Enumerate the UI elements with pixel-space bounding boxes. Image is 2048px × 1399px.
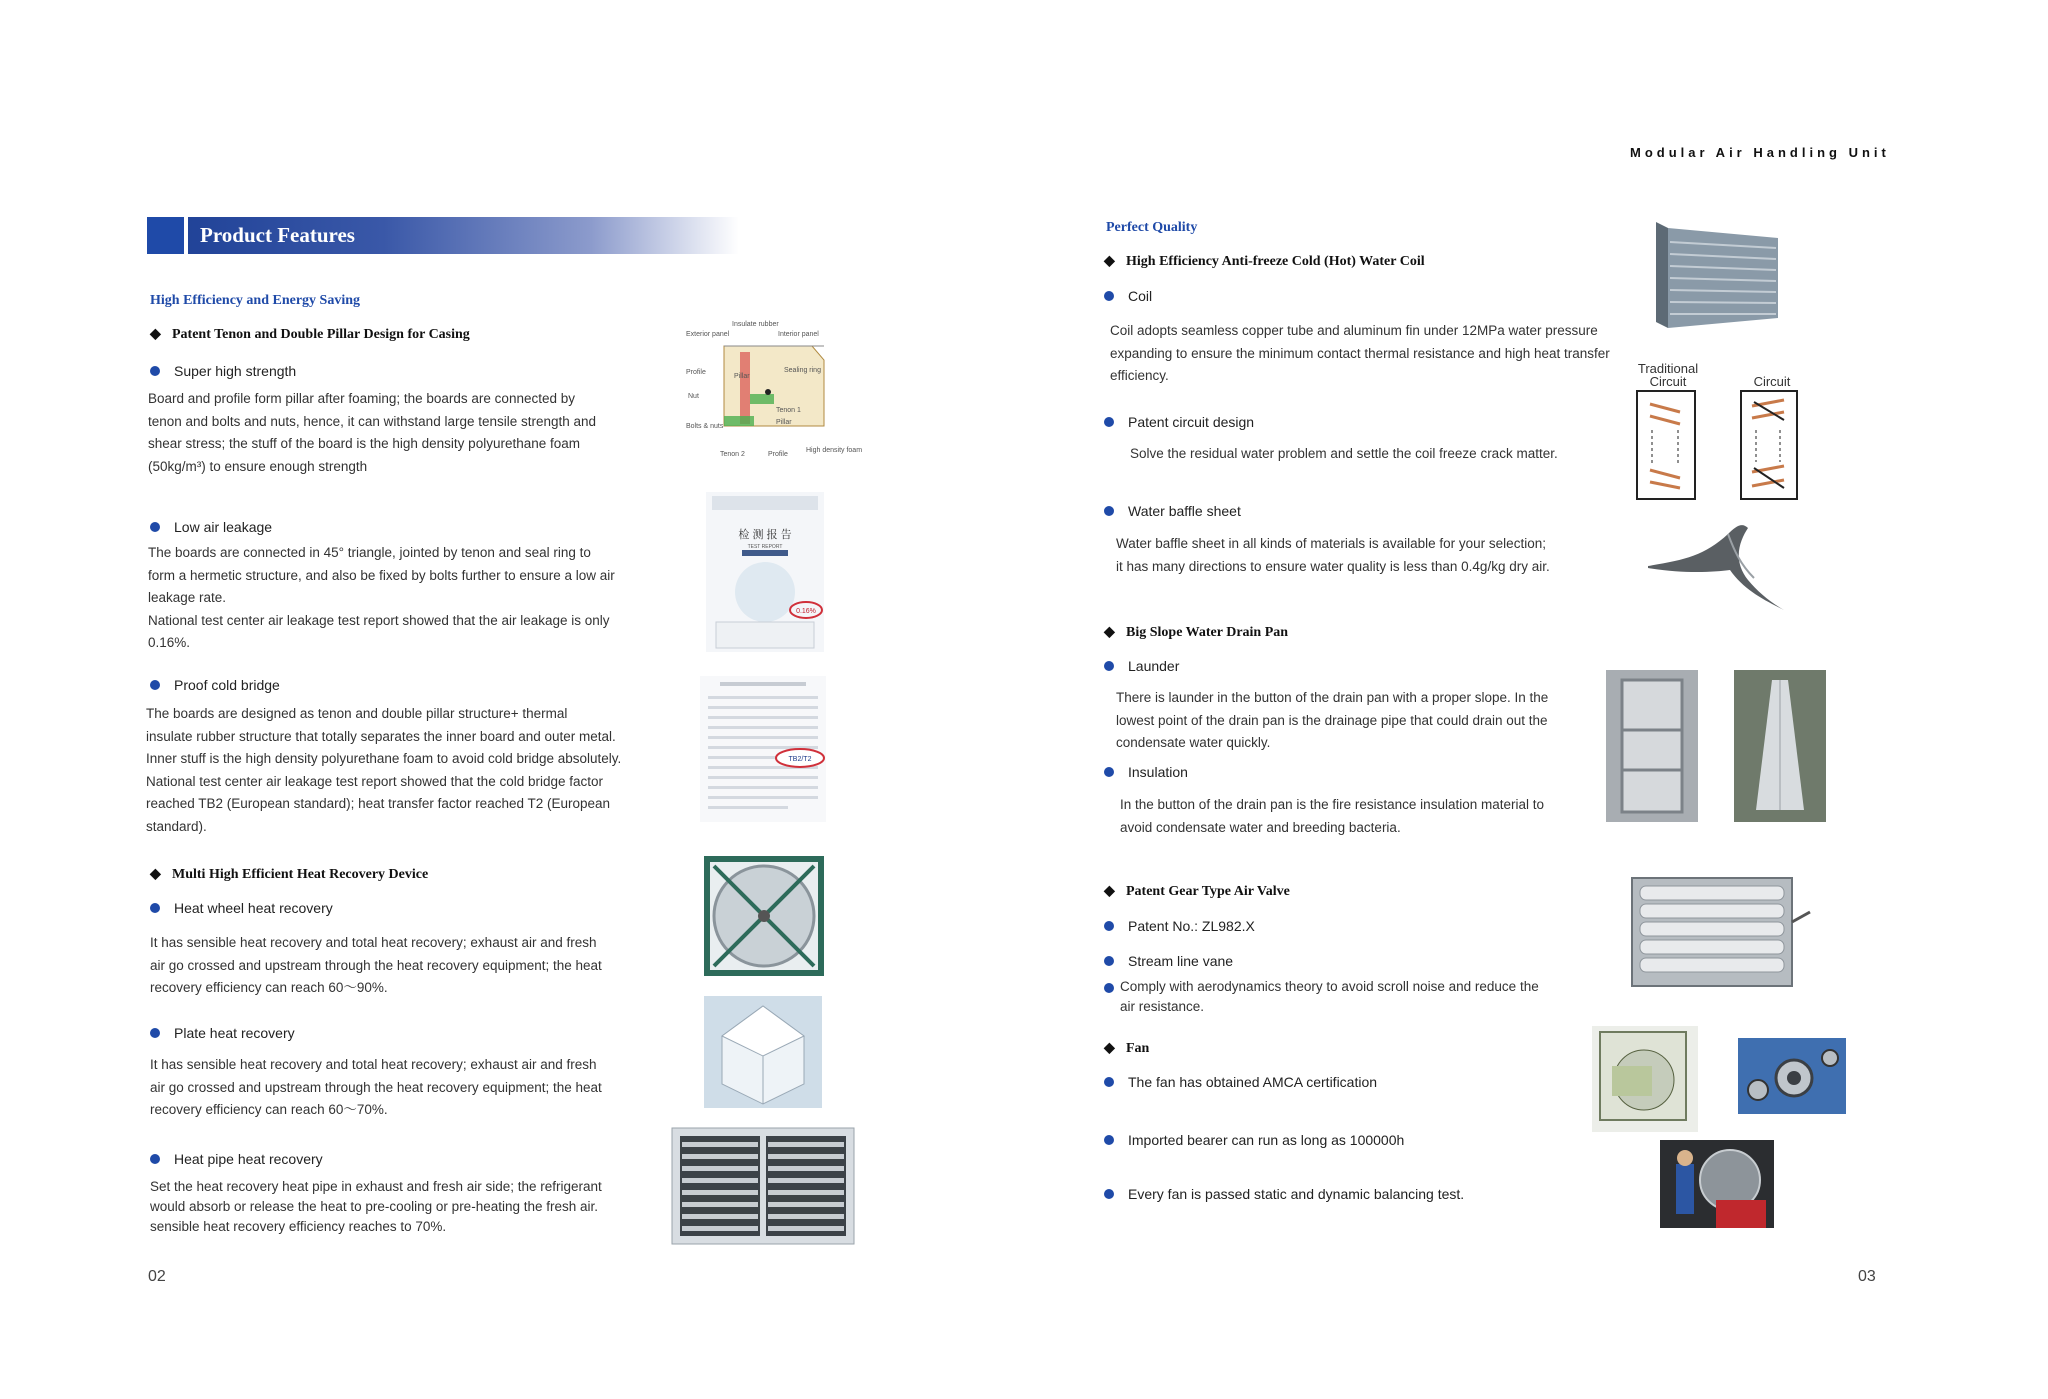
fan-unit-image (1592, 1026, 1698, 1132)
drain-pan-frame-image (1606, 670, 1698, 822)
diamond-icon: ◆ (1104, 254, 1115, 269)
product-features-banner (147, 217, 739, 254)
wheel-text: It has sensible heat recovery and total heat recovery; exhaust air and fresh air go crossed and upstream through the heat recovery equipment; the heat recovery efficiency can reach 60～90%. (150, 935, 602, 995)
heat-wheel-image (704, 856, 824, 976)
diamond-icon: ◆ (1104, 884, 1115, 899)
report-subtitle: TEST REPORT (747, 544, 783, 550)
section-title-energy: High Efficiency and Energy Saving (150, 293, 361, 308)
strength-text: Board and profile form pillar after foaming; the boards are connected by tenon and bolts and nuts, hence, it can withstand large tensile strength and shear stress; the stuff of the board is the high density polyurethane foam (50kg/m³) to ensure enough strength (148, 391, 597, 474)
running-title: Modular Air Handling Unit (1630, 145, 1890, 160)
bullet-launder: Launder (1104, 658, 1179, 674)
bullet-wheel: Heat wheel heat recovery (150, 900, 333, 916)
bullet-dot (1104, 1135, 1114, 1145)
page-number-right: 03 (1858, 1268, 1876, 1285)
bullet-dot (1104, 291, 1114, 301)
water-coil-image (1648, 218, 1788, 330)
circuit-label: Circuit (1753, 374, 1791, 389)
fan-balancing-image (1660, 1140, 1774, 1228)
bullet-circuit: Patent circuit design (1104, 414, 1254, 430)
air-leakage-test-report-image (706, 492, 824, 652)
bullet-baffle: Water baffle sheet (1104, 503, 1241, 519)
diagram-label: Insulate rubber (732, 321, 779, 328)
bullet-coil: Coil (1104, 288, 1152, 304)
bullet-leakage: Low air leakage (150, 519, 272, 535)
diagram-label: Profile (686, 369, 706, 376)
bullet-strength: Super high strength (150, 363, 296, 379)
bullet-dot (1104, 417, 1114, 427)
launder-text: There is launder in the button of the drain pan with a proper slope. In the lowest point of the drain pan is the drainage pipe that could drain out the condensate water quickly. (1116, 690, 1549, 750)
diagram-label: Tenon 1 (776, 407, 801, 414)
diagram-label: Profile (768, 451, 788, 458)
bullet-dot (1104, 767, 1114, 777)
bearing-image (1738, 1038, 1846, 1114)
coil-heading: ◆ High Efficiency Anti-freeze Cold (Hot) Water Coil (1104, 254, 1425, 269)
bullet-insulation: Insulation (1104, 764, 1188, 780)
bullet-balance: Every fan is passed static and dynamic balancing test. (1104, 1186, 1464, 1202)
diagram-label: Pillar (776, 419, 792, 426)
diamond-icon: ◆ (1104, 1041, 1115, 1056)
bullet-dot (150, 366, 160, 376)
plate-exchanger-image (704, 996, 822, 1108)
bullet-dot (1104, 956, 1114, 966)
pipe-text: Set the heat recovery heat pipe in exhaust and fresh air side; the refrigerant would absorb or release the heat to pre-cooling or pre-heating the fresh air. sensible heat recovery efficiency reaches to 70%. (150, 1179, 602, 1234)
diamond-icon: ◆ (150, 327, 161, 342)
diagram-label: Bolts & nuts (686, 423, 724, 430)
diamond-icon: ◆ (150, 867, 161, 882)
insulation-text: In the button of the drain pan is the fire resistance insulation material to avoid condensate water and breeding bacteria. (1120, 797, 1544, 835)
bullet-bearer: Imported bearer can run as long as 100000h (1104, 1132, 1404, 1148)
bullet-dot (1104, 506, 1114, 516)
comply-text: Comply with aerodynamics theory to avoid scroll noise and reduce the air resistance. (1120, 979, 1539, 1014)
recovery-heading: ◆ Multi High Efficient Heat Recovery Device (150, 867, 429, 882)
traditional-circuit-label: Traditional Circuit (1637, 361, 1699, 389)
casing-section-diagram (684, 318, 863, 464)
diamond-icon: ◆ (1104, 625, 1115, 640)
drain-pan-image (1734, 670, 1826, 822)
report-value: TB2/T2 (788, 756, 812, 763)
bullet-dot (1104, 1189, 1114, 1199)
leakage-text: The boards are connected in 45° triangle, jointed by tenon and seal ring to form a hermetic structure, and also be fixed by bolts further to ensure a low air leakage rate. National test center air leakage test report showed that the air leakage is only 0.16%. (148, 545, 615, 650)
bullet-plate: Plate heat recovery (150, 1025, 295, 1041)
section-title-quality: Perfect Quality (1106, 220, 1198, 235)
circuit-text: Solve the residual water problem and settle the coil freeze crack matter. (1130, 446, 1558, 461)
diagram-label: Sealing ring (784, 367, 821, 374)
bullet-dot (1104, 1077, 1114, 1087)
page-number-left: 02 (148, 1268, 166, 1285)
diagram-label: Pillar (734, 373, 750, 380)
coil-text: Coil adopts seamless copper tube and aluminum fin under 12MPa water pressure expanding to ensure the minimum contact thermal resistance and high heat transfer efficiency. (1110, 323, 1610, 383)
casing-heading: ◆ Patent Tenon and Double Pillar Design for Casing (150, 327, 470, 342)
bullet-dot (1104, 983, 1114, 993)
fan-heading: ◆ Fan (1104, 1041, 1150, 1056)
diagram-label: Nut (688, 393, 699, 400)
plate-text: It has sensible heat recovery and total heat recovery; exhaust air and fresh air go crossed and upstream through the heat recovery equipment; the heat recovery efficiency can reach 60～70%. (150, 1057, 602, 1117)
bullet-dot (150, 680, 160, 690)
bullet-amca: The fan has obtained AMCA certification (1104, 1074, 1377, 1090)
baffle-text: Water baffle sheet in all kinds of materials is available for your selection; it has many directions to ensure water quality is less than 0.4g/kg dry air. (1116, 536, 1550, 574)
banner-square (147, 217, 184, 254)
cold-bridge-test-report-image (700, 676, 826, 822)
heat-pipe-image (672, 1128, 854, 1244)
bullet-patent-no: Patent No.: ZL982.X (1104, 918, 1255, 934)
traditional-circuit-diagram (1636, 390, 1696, 500)
bullet-dot (150, 522, 160, 532)
bullet-dot (1104, 661, 1114, 671)
diagram-label: Exterior panel (686, 331, 730, 338)
report-value: 0.16% (796, 608, 816, 615)
bullet-streamline: Stream line vane (1104, 953, 1233, 969)
coldbridge-text: The boards are designed as tenon and double pillar structure+ thermal insulate rubber structure that totally separates the inner board and outer metal. Inner stuff is the high density polyurethane foam to avoid cold bridge absolutely. National test center air leakage test report showed that the cold bridge factor reached TB2 (European standard); heat transfer factor reached T2 (European standard). (146, 706, 622, 834)
valve-heading: ◆ Patent Gear Type Air Valve (1104, 884, 1290, 899)
bullet-pipe: Heat pipe heat recovery (150, 1151, 323, 1167)
diagram-label: Tenon 2 (720, 451, 745, 458)
diagram-label: Interior panel (778, 331, 819, 338)
drain-heading: ◆ Big Slope Water Drain Pan (1104, 625, 1289, 640)
bullet-dot (150, 903, 160, 913)
bullet-dot (150, 1154, 160, 1164)
report-title: 检 测 报 告 (738, 529, 792, 541)
water-baffle-image (1644, 520, 1790, 610)
banner-title: Product Features (200, 223, 355, 247)
diagram-label: High density foam (806, 447, 863, 454)
patent-circuit-diagram (1740, 390, 1798, 500)
bullet-dot (1104, 921, 1114, 931)
bullet-coldbridge: Proof cold bridge (150, 677, 280, 693)
air-valve-image (1630, 872, 1814, 992)
bullet-dot (150, 1028, 160, 1038)
